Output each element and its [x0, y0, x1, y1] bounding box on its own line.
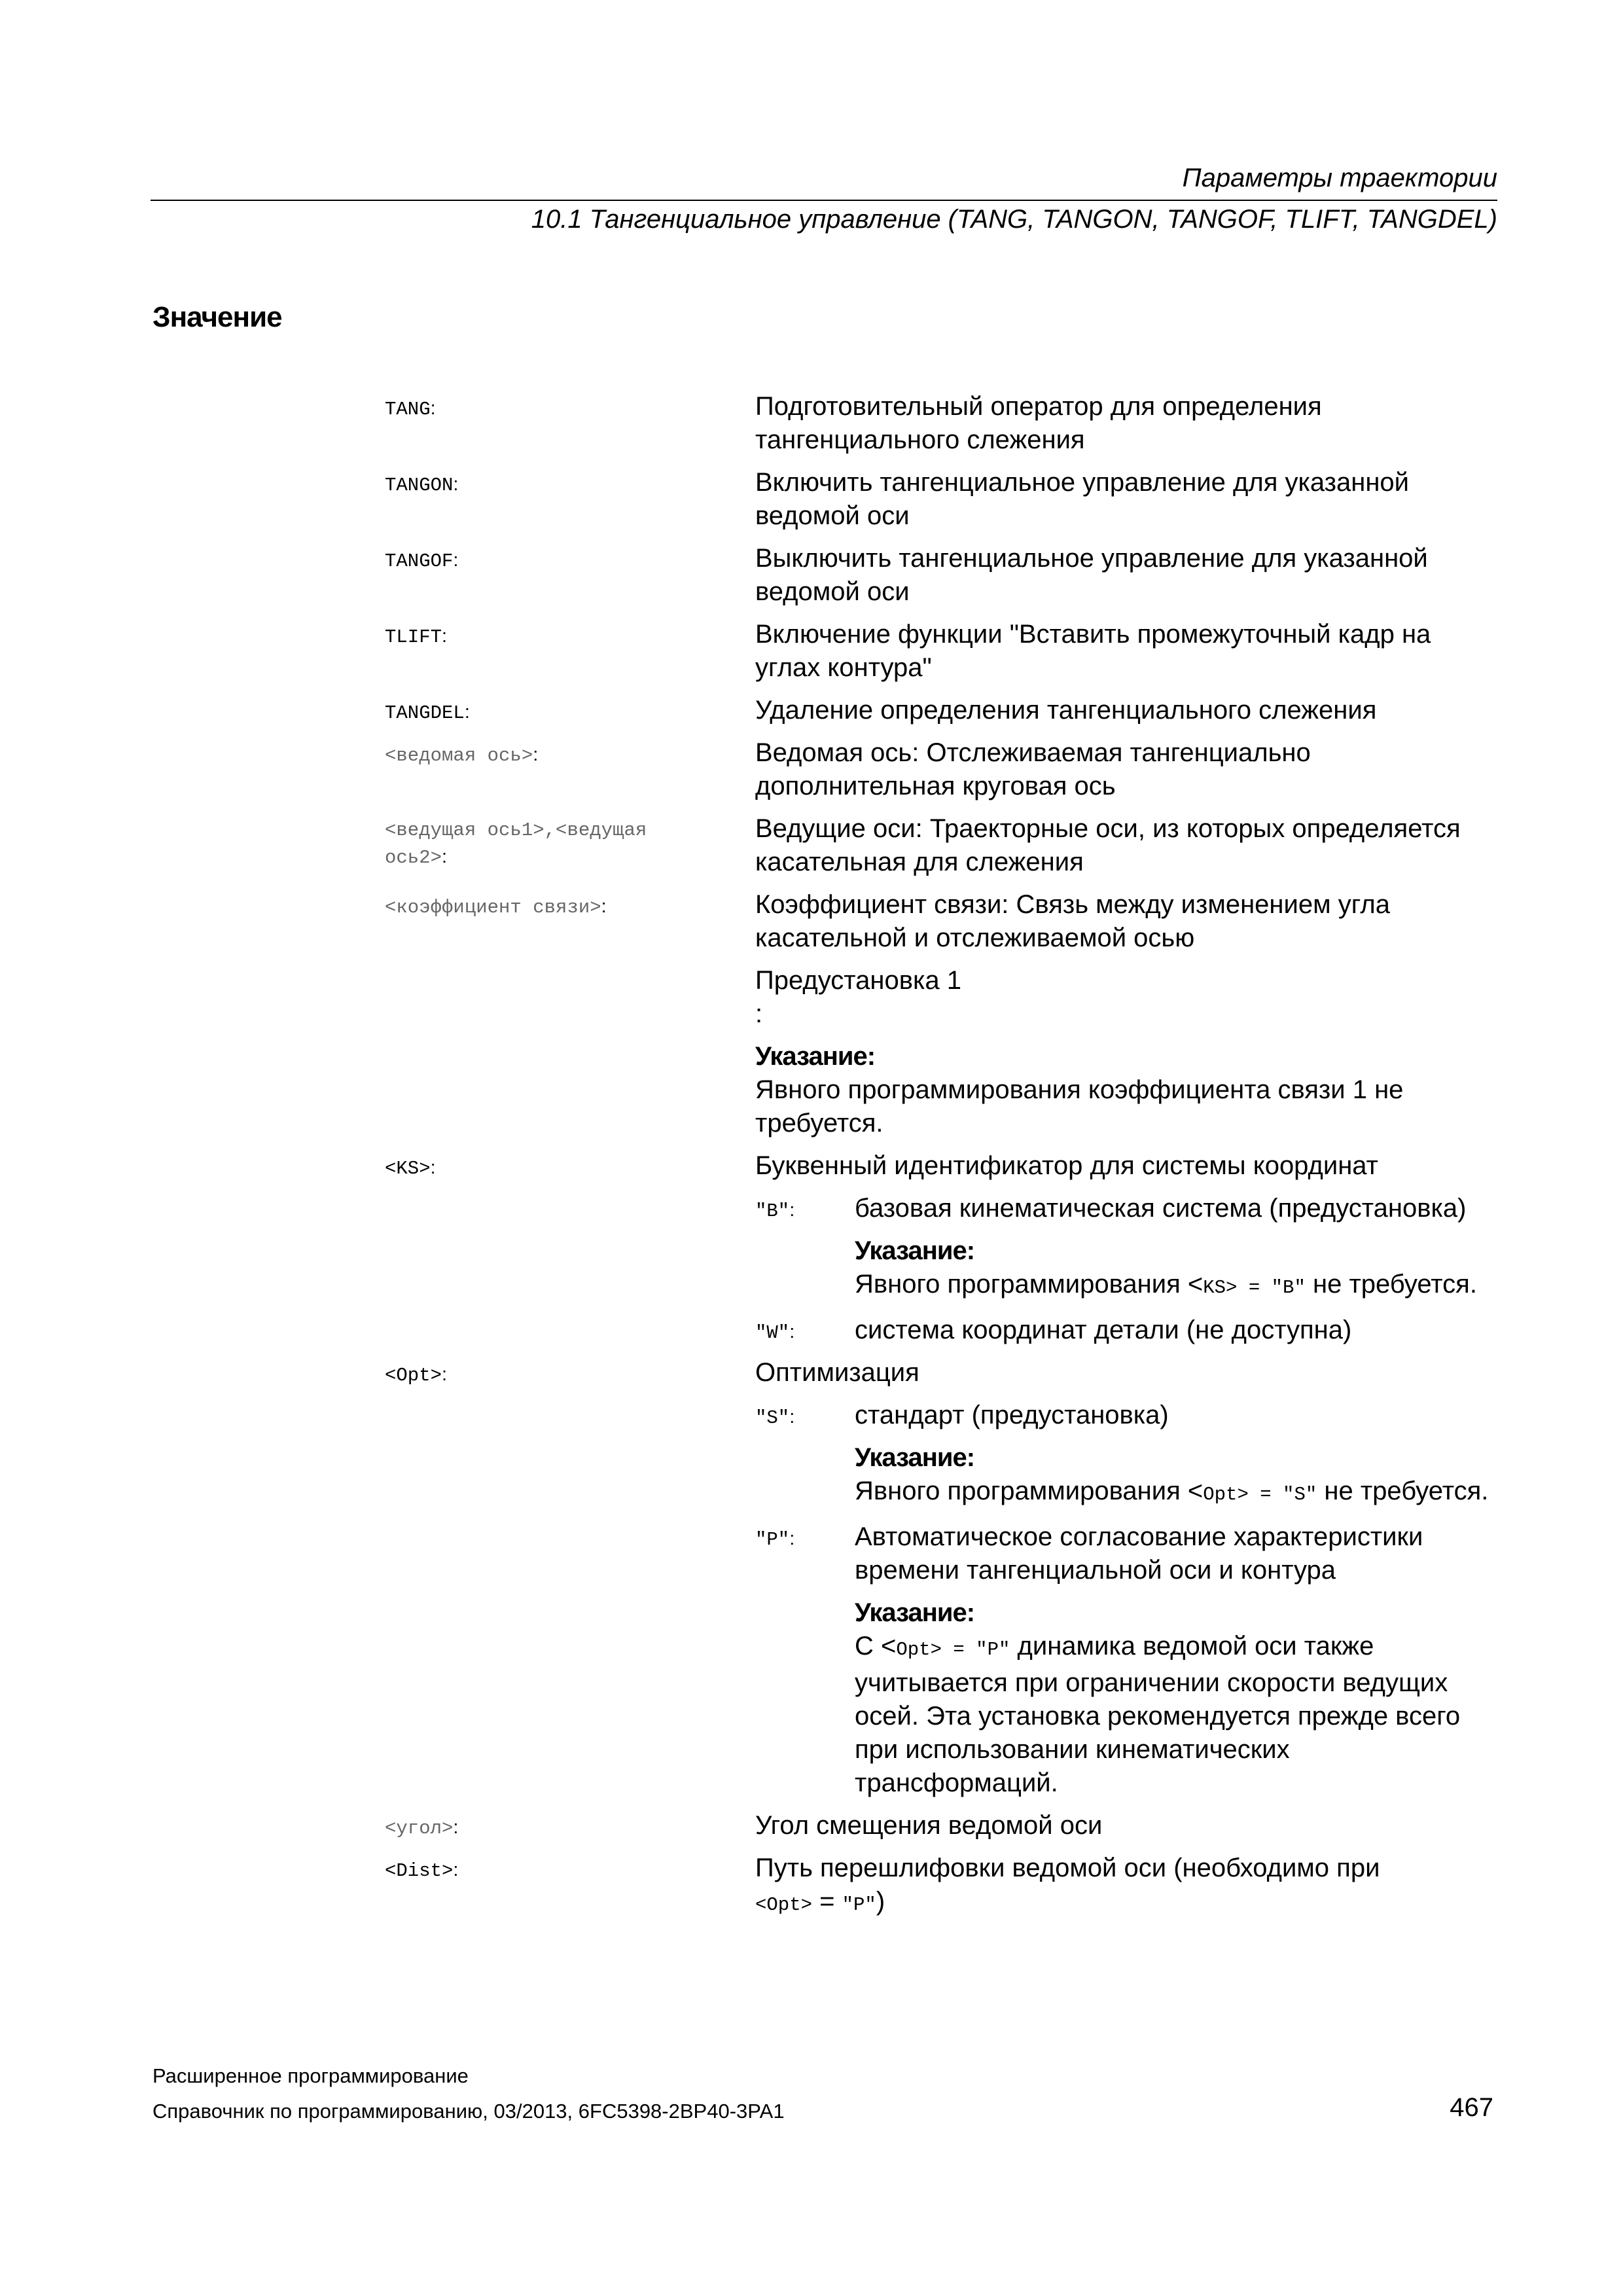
- note-heading: Указание:: [755, 1042, 876, 1071]
- term: TANGOF:: [385, 550, 459, 572]
- description-text: Оптимизация: [755, 1358, 919, 1387]
- term-description: Включение функции "Вставить промежуточный кадр на углах контура": [755, 620, 1431, 682]
- note-heading: Указание:: [855, 1236, 975, 1265]
- definition-row: [385, 736, 1497, 803]
- term-description: Угол смещения ведомой оси: [755, 1811, 1103, 1840]
- sub-option-text: стандарт (предустановка): [855, 1401, 1169, 1429]
- term-description: [755, 888, 1495, 1140]
- description-text: Коэффициент связи: Связь между изменением угла касательной и отслеживаемой осью: [755, 890, 1391, 952]
- term-description: Выключить тангенциальное управление для указанной ведомой оси: [755, 544, 1428, 606]
- description-text: Буквенный идентификатор для системы координат: [755, 1151, 1378, 1180]
- term: TANGON:: [385, 474, 459, 496]
- term-description: Включить тангенциальное управление для указанной ведомой оси: [755, 468, 1410, 530]
- description-text: Путь перешлифовки ведомой оси (необходимо при: [755, 1854, 1380, 1882]
- sub-option-text: Автоматическое согласование характеристики времени тангенциальной оси и контура: [855, 1522, 1423, 1585]
- default-colon: :: [755, 999, 763, 1028]
- term: <Opt>:: [385, 1364, 448, 1386]
- note-text: Явного программирования коэффициента связи 1 не требуется.: [755, 1075, 1404, 1138]
- definition-row: [385, 1356, 1497, 1800]
- term-description: Подготовительный оператор для определения тангенциального слежения: [755, 392, 1322, 454]
- definition-row: [385, 1149, 1497, 1347]
- note-text: С <Opt> = "P" динамика ведомой оси также учитывается при ограничении скорости ведущих осей. Эта установка рекомендуется прежде всего при использовании кинематических трансформаций.: [855, 1632, 1461, 1797]
- term-description: [755, 1852, 1495, 1922]
- sub-option-key: "P":: [755, 1528, 795, 1551]
- default-value: Предустановка 1: [755, 966, 961, 995]
- term-description: Удаление определения тангенциального слежения: [755, 696, 1377, 725]
- term: <ведущая ось1>,<ведущая ось2>:: [385, 819, 647, 869]
- definition-row: [385, 542, 1497, 609]
- term-description: Ведущие оси: Траекторные оси, из которых определяется касательная для слежения: [755, 814, 1461, 876]
- definition-row: [385, 618, 1497, 685]
- term: TLIFT:: [385, 626, 448, 648]
- sub-option-key: "S":: [755, 1407, 795, 1429]
- definition-row: [385, 1852, 1497, 1922]
- note-heading: Указание:: [855, 1598, 975, 1627]
- term: <ведомая ось>:: [385, 744, 539, 766]
- definition-row: [385, 1809, 1497, 1842]
- sub-option-text: базовая кинематическая система (предустановка): [855, 1194, 1467, 1223]
- term: TANG:: [385, 398, 436, 420]
- definition-row: [385, 466, 1497, 533]
- sub-option: [755, 1314, 1495, 1347]
- running-header-chapter: Параметры траектории: [1182, 164, 1497, 192]
- footer-title: Расширенное программирование: [152, 2064, 469, 2087]
- term-description: [755, 1356, 1495, 1800]
- term: <KS>:: [385, 1157, 436, 1179]
- definition-row: [385, 694, 1497, 727]
- footer-doc-info: Справочник по программированию, 03/2013, 6FC5398-2BP40-3PA1: [152, 2100, 785, 2123]
- term-description: Ведомая ось: Отслеживаемая тангенциально дополнительная круговая ось: [755, 738, 1311, 800]
- running-header-section: 10.1 Тангенциальное управление (TANG, TANGON, TANGOF, TLIFT, TANGDEL): [531, 205, 1497, 234]
- page-number: 467: [1450, 2093, 1493, 2122]
- sub-option-text: система координат детали (не доступна): [855, 1316, 1352, 1344]
- description-code: <Opt> = "P"): [755, 1887, 885, 1916]
- term: <коэффициент связи>:: [385, 896, 607, 918]
- note-text: Явного программирования <KS> = "B" не требуется.: [855, 1270, 1477, 1299]
- sub-option: [755, 1520, 1495, 1800]
- sub-option-key: "W":: [755, 1321, 795, 1344]
- note-heading: Указание:: [855, 1443, 975, 1472]
- definition-row: [385, 888, 1497, 1140]
- sub-option: [755, 1192, 1495, 1304]
- term: <угол>:: [385, 1817, 459, 1839]
- definition-row: [385, 390, 1497, 457]
- sub-option-key: "B":: [755, 1200, 795, 1222]
- definition-row: [385, 812, 1497, 879]
- note-text: Явного программирования <Opt> = "S" не требуется.: [855, 1477, 1489, 1505]
- term: TANGDEL:: [385, 702, 470, 724]
- definition-list: [385, 390, 1497, 1931]
- term-description: [755, 1149, 1495, 1347]
- header-rule: [151, 200, 1497, 201]
- term: <Dist>:: [385, 1859, 459, 1882]
- sub-option: [755, 1399, 1495, 1511]
- section-title: Значение: [152, 301, 282, 333]
